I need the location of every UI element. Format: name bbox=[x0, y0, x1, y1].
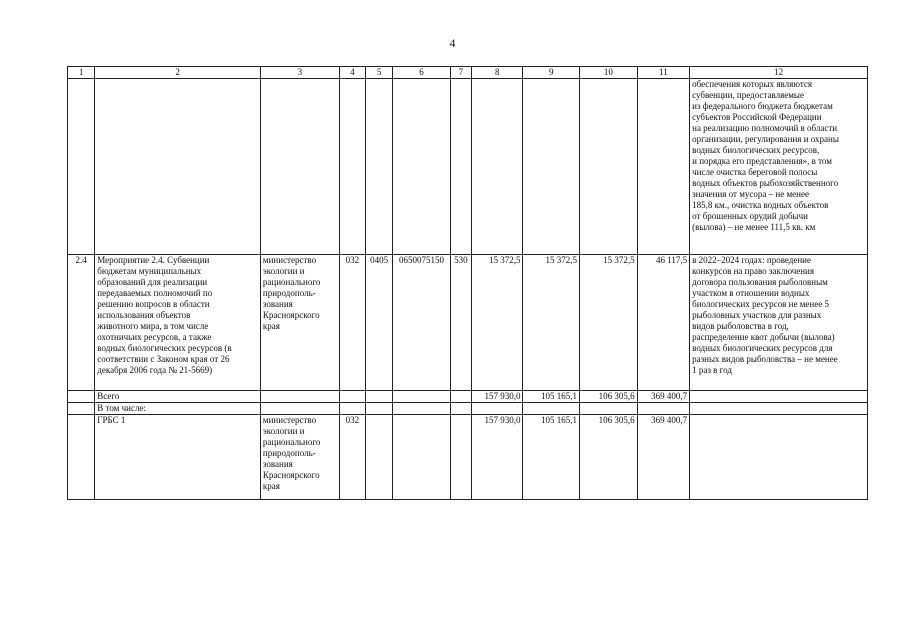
table-cell bbox=[637, 79, 690, 255]
expected-result: в 2022–2024 годах: проведение конкурсов на право заключения договора пользования рыболовным участком в отношении водных биологических ресурсов не менее 5 рыболовных участков для разных видов рыболовства в год, распределение квот добычи (вылова) водных биологических ресурсов для разных видов рыболовства – не менее 1 раз в год bbox=[690, 255, 868, 391]
grbs-label: ГРБС 1 bbox=[95, 415, 261, 500]
executor: министерство экологии и рационального природополь- зования Красноярского края bbox=[260, 255, 339, 391]
table-cell bbox=[365, 79, 392, 255]
table-cell bbox=[339, 403, 365, 415]
table-cell bbox=[471, 403, 523, 415]
table-cell bbox=[471, 79, 523, 255]
column-header: 11 bbox=[637, 67, 690, 79]
table-cell bbox=[690, 415, 868, 500]
executor: министерство экологии и рационального природополь- зования Красноярского края bbox=[260, 415, 339, 500]
table-cell bbox=[68, 391, 95, 403]
table-cell bbox=[393, 403, 451, 415]
table-cell bbox=[690, 403, 868, 415]
table-cell bbox=[450, 403, 471, 415]
table-cell bbox=[260, 403, 339, 415]
total-label: Всего bbox=[95, 391, 261, 403]
column-numbers-row bbox=[68, 67, 868, 79]
table-cell bbox=[580, 79, 638, 255]
grbs-2024: 106 305,6 bbox=[580, 415, 638, 500]
amount-total: 46 117,5 bbox=[637, 255, 690, 391]
column-header: 3 bbox=[260, 67, 339, 79]
total-2024: 106 305,6 bbox=[580, 391, 638, 403]
page-number: 4 bbox=[449, 36, 456, 50]
grbs-total: 369 400,7 bbox=[637, 415, 690, 500]
column-header: 10 bbox=[580, 67, 638, 79]
total-2022: 157 930,0 bbox=[471, 391, 523, 403]
target-article-code: 0650075150 bbox=[393, 255, 451, 391]
amount-2024: 15 372,5 bbox=[580, 255, 638, 391]
table-cell bbox=[339, 79, 365, 255]
grbs-2023: 105 165,1 bbox=[523, 415, 580, 500]
grbs-code: 032 bbox=[339, 255, 365, 391]
section-code: 0405 bbox=[365, 255, 392, 391]
amount-2022: 15 372,5 bbox=[471, 255, 523, 391]
continuation-row bbox=[68, 79, 868, 255]
total-2023: 105 165,1 bbox=[523, 391, 580, 403]
table-cell bbox=[260, 391, 339, 403]
column-header: 7 bbox=[450, 67, 471, 79]
column-header: 5 bbox=[365, 67, 392, 79]
total-sum: 369 400,7 bbox=[637, 391, 690, 403]
table-cell bbox=[580, 403, 638, 415]
grbs-2022: 157 930,0 bbox=[471, 415, 523, 500]
table-cell bbox=[95, 79, 261, 255]
table-cell bbox=[523, 79, 580, 255]
table-cell bbox=[393, 79, 451, 255]
table-cell bbox=[365, 403, 392, 415]
column-header: 4 bbox=[339, 67, 365, 79]
table-cell bbox=[450, 415, 471, 500]
table-cell bbox=[68, 79, 95, 255]
table-cell bbox=[339, 391, 365, 403]
table-cell bbox=[365, 391, 392, 403]
table-cell bbox=[637, 403, 690, 415]
expected-result-continuation: обеспечения которых являются субвенции, предоставляемые из федерального бюджета бюджетам субъектов Российской Федерации на реализацию полномочий в области организации, регулирования и охраны водных биологических ресурсов, и порядка его представления», в том числе очистка береговой полосы водных объектов рыбохозяйственного значения от мусора – не менее 185,8 км., очистка водных объектов от брошенных орудий добычи (вылова) – не менее 111,5 кв. км bbox=[690, 79, 868, 255]
table-cell bbox=[68, 403, 95, 415]
column-header: 9 bbox=[523, 67, 580, 79]
grbs-row bbox=[68, 415, 868, 500]
column-header: 12 bbox=[690, 67, 868, 79]
table-cell bbox=[523, 403, 580, 415]
amount-2023: 15 372,5 bbox=[523, 255, 580, 391]
table-cell bbox=[690, 391, 868, 403]
column-header: 6 bbox=[393, 67, 451, 79]
program-measures-table bbox=[67, 66, 868, 500]
table-cell bbox=[450, 79, 471, 255]
column-header: 1 bbox=[68, 67, 95, 79]
table-cell bbox=[365, 415, 392, 500]
grbs-code: 032 bbox=[339, 415, 365, 500]
expense-type-code: 530 bbox=[450, 255, 471, 391]
measure-row bbox=[68, 255, 868, 391]
column-header: 2 bbox=[95, 67, 261, 79]
table-cell bbox=[393, 415, 451, 500]
measure-number: 2.4 bbox=[68, 255, 95, 391]
column-header: 8 bbox=[471, 67, 523, 79]
including-label: В том числе: bbox=[95, 403, 261, 415]
table-cell bbox=[450, 391, 471, 403]
measure-name: Мероприятие 2.4. Субвенции бюджетам муниципальных образований для реализации передаваемых полномочий по решению вопросов в области использования объектов животного мира, в том числе охотничьих ресурсов, а также водных биологических ресурсов (в соответствии с Законом края от 26 декабря 2006 года № 21-5669) bbox=[95, 255, 261, 391]
including-row bbox=[68, 403, 868, 415]
table-cell bbox=[260, 79, 339, 255]
table-cell bbox=[393, 391, 451, 403]
table-cell bbox=[68, 415, 95, 500]
total-row bbox=[68, 391, 868, 403]
